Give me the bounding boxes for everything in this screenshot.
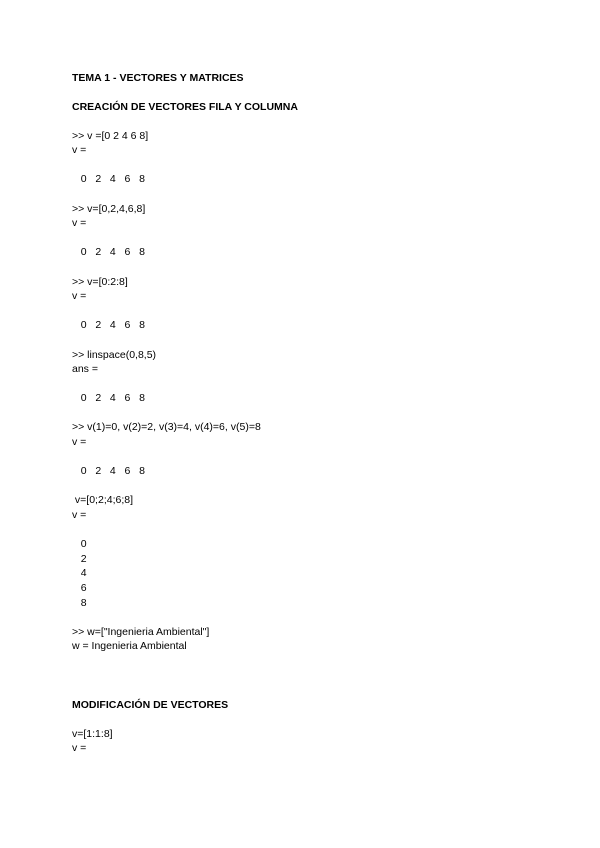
document-page bbox=[72, 71, 542, 756]
output-line: 8 bbox=[72, 596, 87, 609]
output-line: 2 bbox=[72, 552, 87, 565]
output-line: 0 2 4 6 8 bbox=[72, 319, 145, 332]
command-line: >> v(1)=0, v(2)=2, v(3)=4, v(4)=6, v(5)=8 bbox=[72, 421, 261, 434]
result-label: v = bbox=[72, 290, 87, 303]
command-line: >> w=["Ingenieria Ambiental"] bbox=[72, 625, 210, 638]
command-line: >> v=[0,2,4,6,8] bbox=[72, 202, 146, 215]
code-block bbox=[72, 727, 542, 756]
command-line: >> linspace(0,8,5) bbox=[72, 348, 157, 361]
code-block bbox=[72, 348, 542, 406]
result-label: ans = bbox=[72, 363, 98, 376]
document-title: TEMA 1 - VECTORES Y MATRICES bbox=[72, 72, 244, 84]
section-heading-modification: MODIFICACIÓN DE VECTORES bbox=[72, 698, 229, 711]
code-block bbox=[72, 275, 542, 333]
output-line: 6 bbox=[72, 582, 87, 594]
result-label: v = bbox=[72, 436, 87, 449]
code-block bbox=[72, 625, 542, 654]
output-line: 0 bbox=[72, 538, 87, 551]
code-block bbox=[72, 493, 542, 610]
result-label: v = bbox=[72, 509, 87, 522]
result-label: w = Ingenieria Ambiental bbox=[72, 640, 187, 653]
command-line: >> v =[0 2 4 6 8] bbox=[72, 129, 149, 142]
output-line: 0 2 4 6 8 bbox=[72, 465, 145, 478]
command-line: v=[1:1:8] bbox=[72, 727, 113, 740]
section-heading-creation: CREACIÓN DE VECTORES FILA Y COLUMNA bbox=[72, 101, 298, 113]
command-line: v=[0;2;4;6;8] bbox=[72, 494, 134, 507]
result-label: v = bbox=[72, 144, 87, 157]
output-line: 0 2 4 6 8 bbox=[72, 246, 145, 259]
code-block bbox=[72, 129, 542, 187]
result-label: v = bbox=[72, 217, 87, 230]
output-line: 0 2 4 6 8 bbox=[72, 173, 145, 186]
result-label: v = bbox=[72, 742, 87, 755]
output-line: 4 bbox=[72, 567, 87, 580]
command-line: >> v=[0:2:8] bbox=[72, 275, 128, 288]
code-block bbox=[72, 202, 542, 260]
output-line: 0 2 4 6 8 bbox=[72, 392, 145, 405]
code-block bbox=[72, 420, 542, 478]
